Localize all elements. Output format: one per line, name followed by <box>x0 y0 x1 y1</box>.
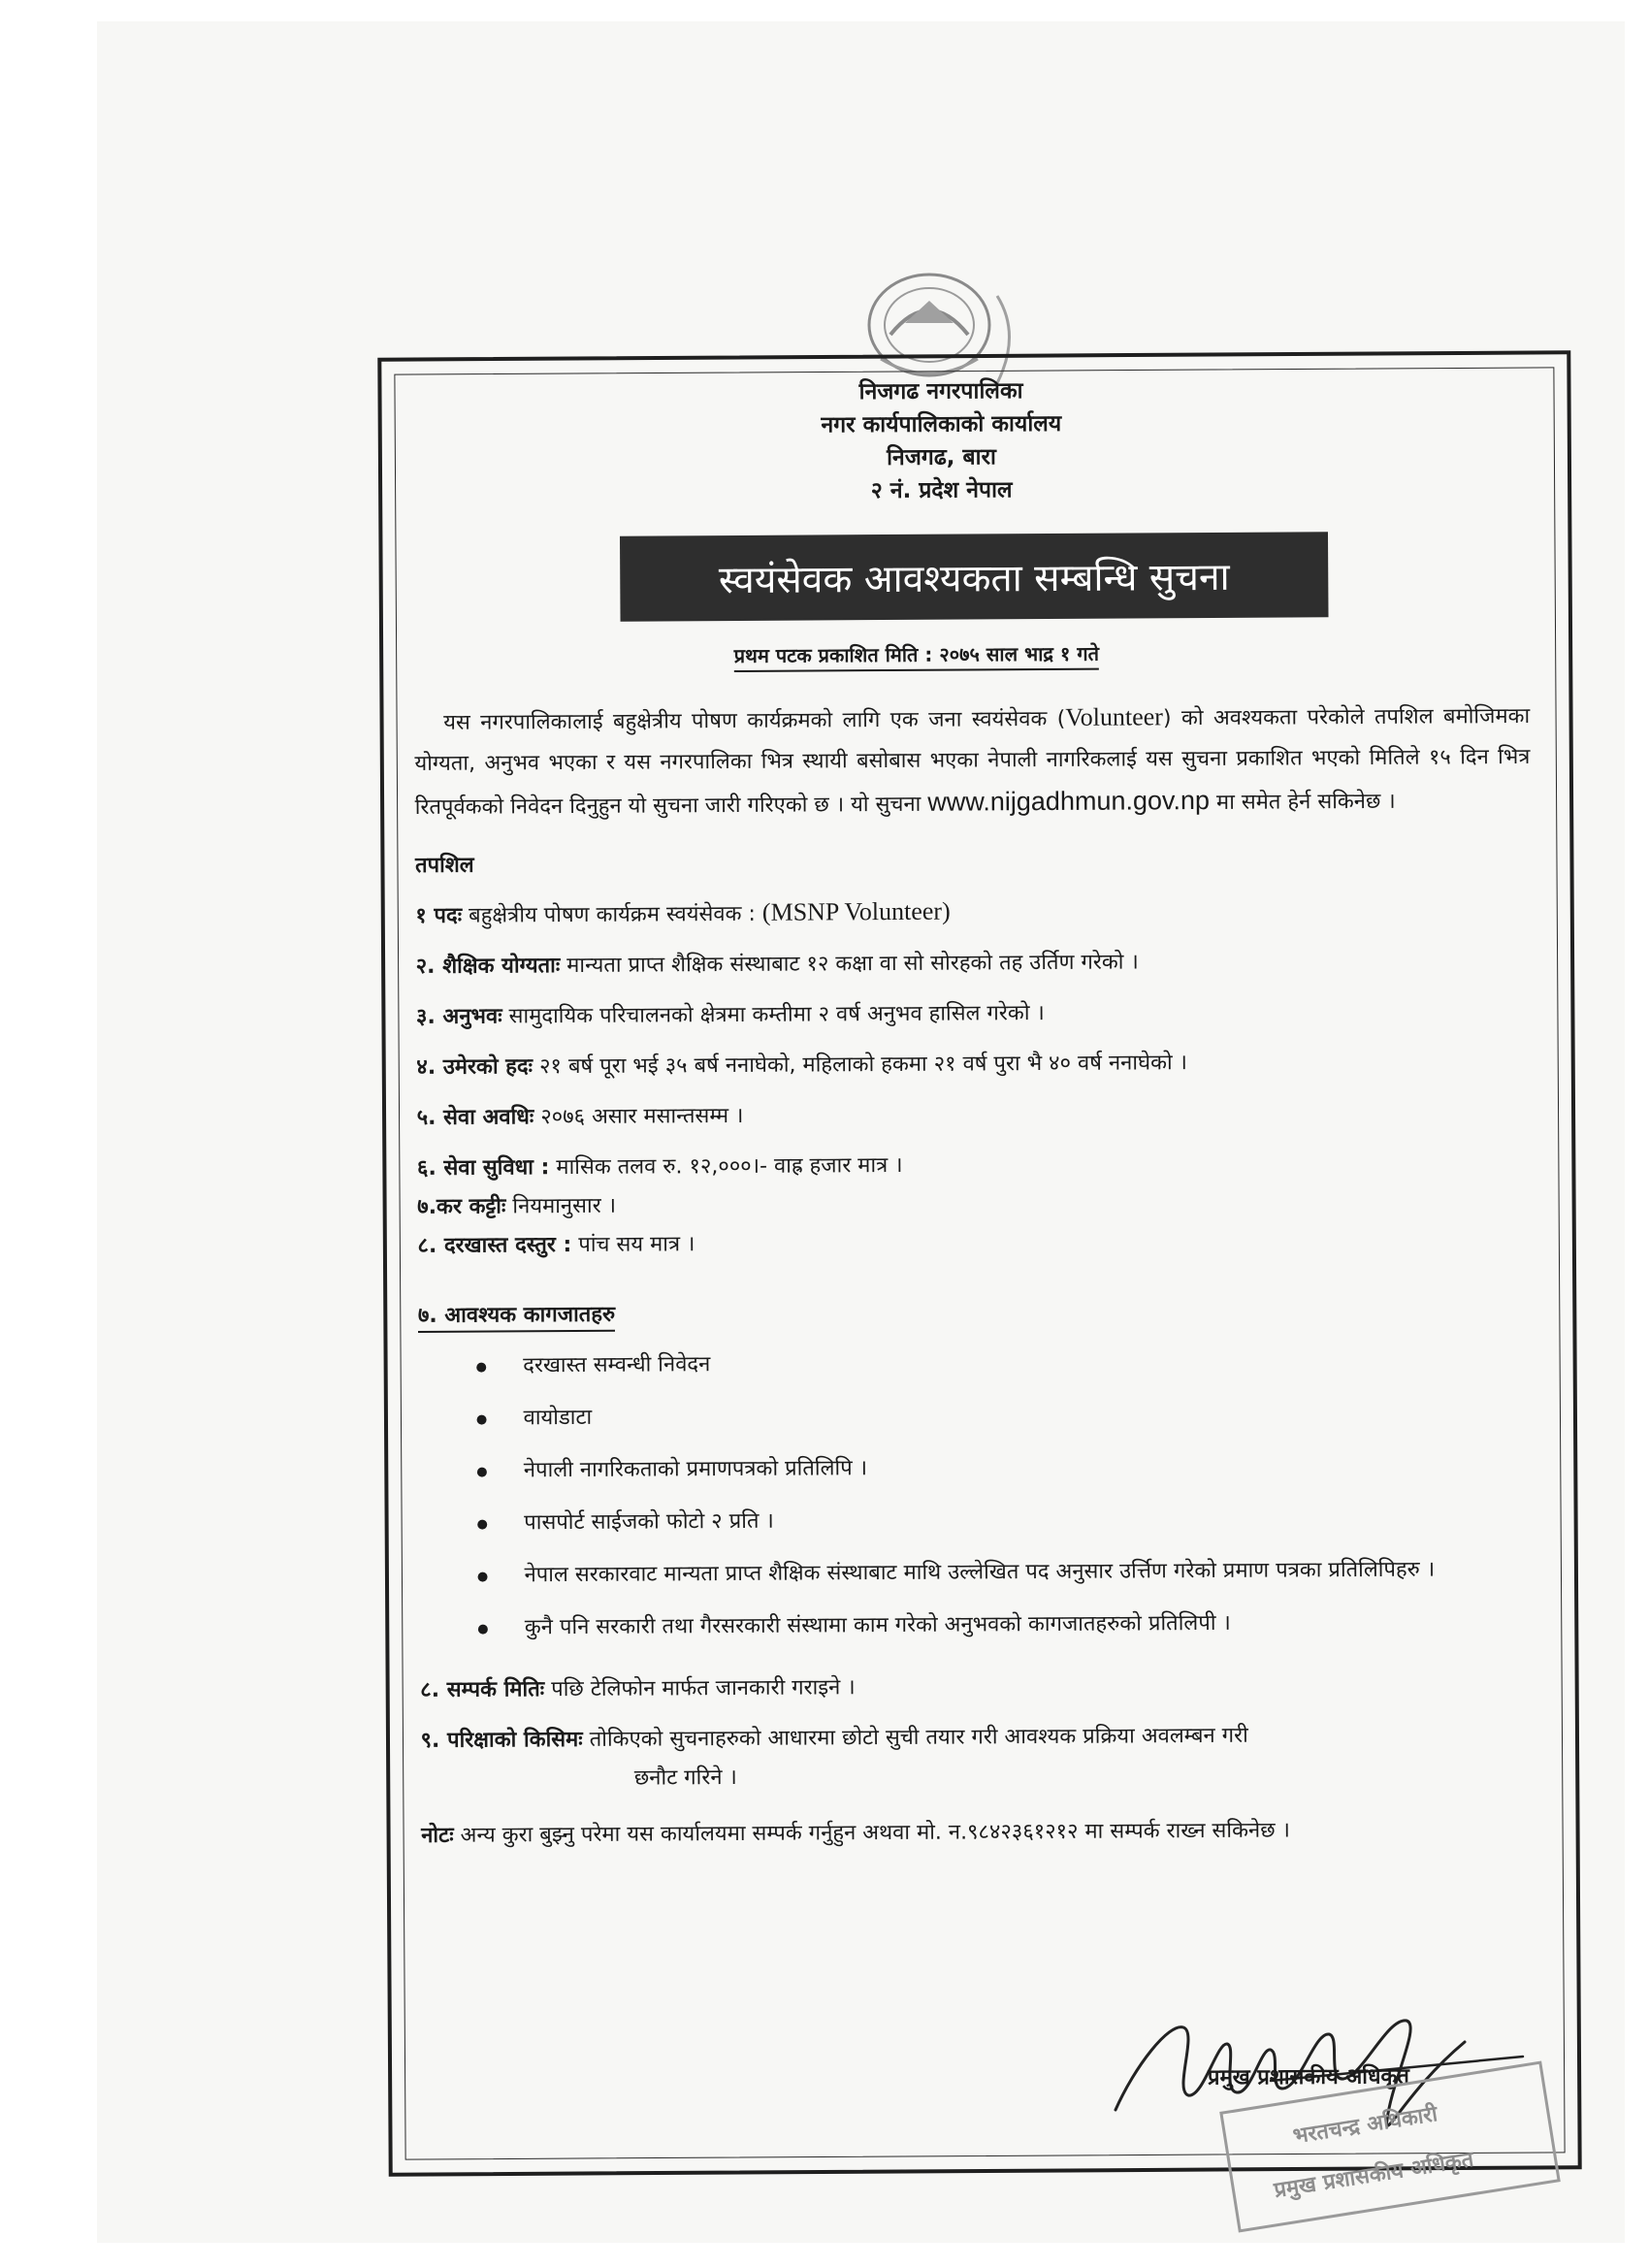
contact-date <box>420 1669 1536 1705</box>
exam-text: तोकिएको सुचनाहरुको आधारमा छोटो सुची तयार गरी आवश्यक प्रक्रिया अवलम्बन गरी <box>582 1723 1248 1752</box>
item-label: ८. दरखास्त दस्तुर : <box>417 1233 572 1258</box>
item-text: मासिक तलव रु. १२,०००।- वाह्र हजार मात्र । <box>549 1152 903 1181</box>
contact-text: पछि टेलिफोन मार्फत जानकारी गराइने । <box>544 1675 856 1702</box>
notice-title: स्वयंसेवक आवश्यकता सम्बन्धि सुचना <box>718 555 1230 602</box>
header-line-2: नगर कार्यपालिकाको कार्यालय <box>821 410 1062 438</box>
publish-date: प्रथम पटक प्रकाशित मिति : २०७५ साल भाद्र १ गते <box>734 640 1099 672</box>
header-line-3: निजगढ, बारा <box>886 444 997 471</box>
item-label: ७.कर कट्टीः <box>417 1194 506 1219</box>
intro-part-3: मा समेत हेर्न सकिनेछ । <box>1209 789 1396 815</box>
stamp-name: भरतचन्द्र अधिकारी <box>1291 2102 1439 2150</box>
item-age-limit <box>416 1047 1532 1083</box>
note-text: अन्य कुरा बुझ्नु परेमा यस कार्यालयमा सम्पर्क गर्नुहुन अथवा मो. न.९८४२३६१२१२ मा सम्पर्क राख्न सकिनेछ । <box>453 1818 1291 1848</box>
item-label: २. शैक्षिक योग्यताः <box>415 954 561 979</box>
item-text: मान्यता प्राप्त शैक्षिक संस्थाबाट १२ कक्षा वा सो सोरहको तह उर्तिण गरेको । <box>560 950 1139 979</box>
intro-part-2: ) को अवश्यकता परेकोले तपशिल बमोजिमका योग्यता, अनुभव भएका र यस नगरपालिका भित्र स्थायी बसोबास भएका नेपाली नागरिकलाई यस सुचना प्रकाशित भएको मितिले १५ दिन भित्र रितपूर्वकको निवेदन दिनुहुन यो सुचना जारी गरिएको छ । यो सुचना <box>414 703 1531 820</box>
item-tax <box>417 1186 1533 1222</box>
item-qualification <box>416 946 1532 982</box>
documents-heading: ७. आवश्यक कागजातहरु <box>418 1299 615 1333</box>
website-link[interactable]: www.nijgadhmun.gov.np <box>927 785 1211 817</box>
item-text: बहुक्षेत्रीय पोषण कार्यक्रम स्वयंसेवक : <box>462 901 762 928</box>
list-item: नेपाली नागरिकताको प्रमाणपत्रको प्रतिलिपि । <box>477 1446 1535 1490</box>
intro-paragraph <box>414 695 1531 828</box>
list-item: वायोडाटा <box>476 1394 1534 1438</box>
item-label: ६. सेवा सुविधा : <box>416 1155 550 1181</box>
list-item: पासपोर्ट साईजको फोटो २ प्रति । <box>477 1499 1535 1542</box>
notice-title-banner <box>620 532 1329 621</box>
item-text: २०७६ असार मसान्तसम्म । <box>534 1103 744 1130</box>
item-latin: (MSNP Volunteer) <box>761 896 951 926</box>
exam-continuation: छनौट गरिने । <box>633 1765 737 1791</box>
item-benefits <box>417 1148 1533 1183</box>
office-header <box>354 372 1529 510</box>
item-label: ५. सेवा अवधिः <box>416 1105 534 1130</box>
header-line-4: २ नं. प्रदेश नेपाल <box>870 477 1013 504</box>
item-label: ३. अनुभवः <box>415 1004 502 1029</box>
stamp-title: प्रमुख प्रशासकीय अधिकृत <box>1272 2147 1475 2204</box>
note <box>421 1809 1536 1857</box>
notice-content <box>412 372 1536 1857</box>
documents-list <box>418 1342 1536 1647</box>
note-label: नोटः <box>421 1823 454 1848</box>
header-line-1: निजगढ नगरपालिका <box>858 378 1023 405</box>
item-label: १ पदः <box>415 903 463 928</box>
list-item: दरखास्त सम्वन्धी निवेदन <box>476 1342 1534 1385</box>
exam-label: ९. परिक्षाको किसिमः <box>420 1727 583 1753</box>
item-post <box>415 893 1531 931</box>
contact-label: ८. सम्पर्क मितिः <box>420 1677 545 1702</box>
exam-type <box>420 1720 1536 1756</box>
item-experience <box>416 996 1532 1032</box>
intro-part-1: यस नगरपालिकालाई बहुक्षेत्रीय पोषण कार्यक्रमको लागि एक जना स्वयंसेवक ( <box>443 706 1066 735</box>
list-item: नेपाल सरकारवाट मान्यता प्राप्त शैक्षिक संस्थाबाट माथि उल्लेखित पद अनुसार उर्त्तिण गरेको प्रमाण पत्रका प्रतिलिपिहरु । <box>477 1551 1535 1595</box>
item-service-period <box>417 1097 1533 1133</box>
item-label: ४. उमेरको हदः <box>416 1054 534 1080</box>
item-text: नियमानुसार । <box>505 1193 617 1219</box>
item-text: २१ बर्ष पूरा भई ३५ बर्ष ननाघेको, महिलाको हकमा २१ वर्ष पुरा भै ४० वर्ष ननाघेको । <box>532 1051 1188 1080</box>
list-item: कुनै पनि सरकारी तथा गैरसरकारी संस्थामा काम गरेको अनुभवको कागजातहरुको प्रतिलिपी । <box>478 1604 1536 1647</box>
item-text: पांच सय मात्र । <box>571 1232 695 1258</box>
item-application-fee <box>417 1225 1533 1261</box>
signatory-title: प्रमुख प्रशासकीय अधिकृत <box>1207 2064 1409 2090</box>
item-text: सामुदायिक परिचालनको क्षेत्रमा कम्तीमा २ वर्ष अनुभव हासिल गरेको । <box>501 1001 1045 1029</box>
details-heading: तपशिल <box>414 853 474 878</box>
intro-volunteer: Volunteer <box>1065 702 1164 731</box>
